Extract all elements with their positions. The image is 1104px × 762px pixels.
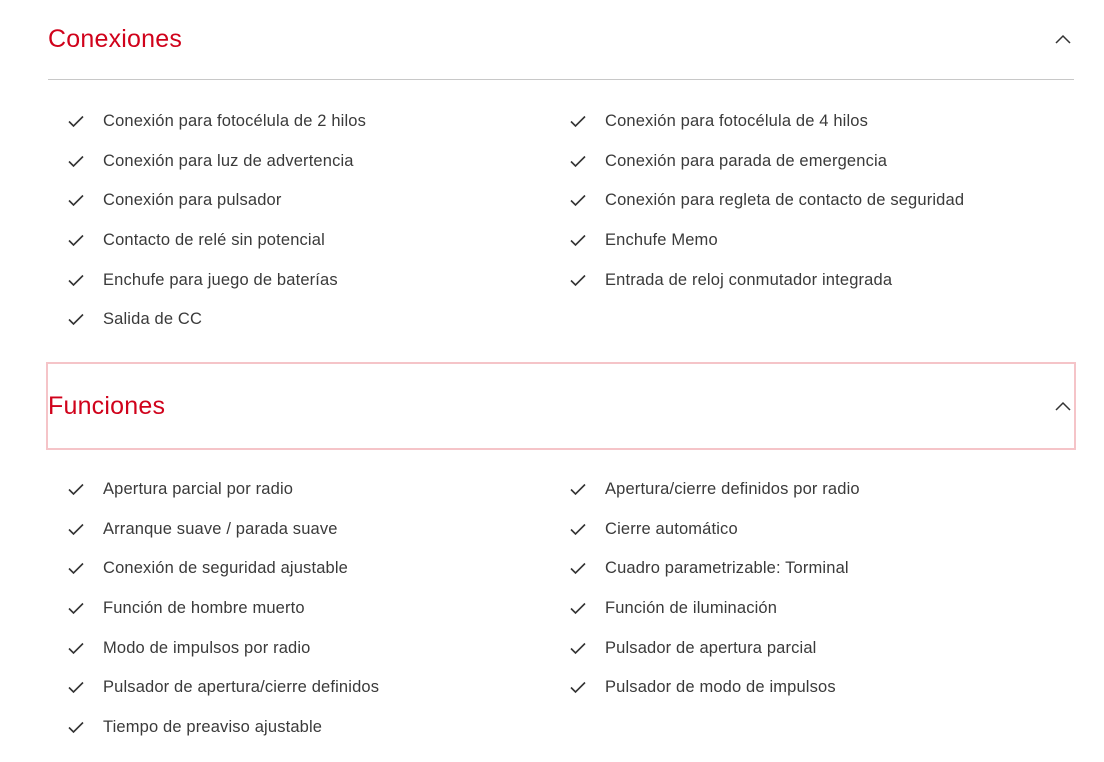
checkmark-icon: [66, 678, 86, 698]
checkmark-icon: [66, 151, 86, 171]
list-item-label: Pulsador de modo de impulsos: [605, 678, 836, 697]
list-item: [66, 181, 568, 221]
checkmark-icon: [568, 231, 588, 251]
list-item-label: Enchufe para juego de baterías: [103, 270, 338, 289]
list-item-label: Cierre automático: [605, 519, 738, 538]
checkmark-icon: [66, 231, 86, 251]
list-item: [568, 628, 1066, 668]
list-item: [66, 300, 568, 340]
list-item-label: Cuadro parametrizable: Torminal: [605, 559, 849, 578]
list-item: [568, 510, 1066, 550]
list-item-label: Conexión para fotocélula de 2 hilos: [103, 112, 367, 131]
section-title: Funciones: [48, 391, 166, 420]
list-item-label: Conexión para fotocélula de 4 hilos: [605, 112, 869, 131]
chevron-up-icon[interactable]: [1054, 397, 1072, 415]
list-item-label: Pulsador de apertura/cierre definidos: [103, 678, 380, 697]
list-item: [568, 142, 1066, 182]
checkmark-icon: [66, 717, 86, 737]
checkmark-icon: [66, 519, 86, 539]
checkmark-icon: [66, 310, 86, 330]
list-item: [66, 470, 568, 510]
list-item: [66, 589, 568, 629]
list-item: [66, 668, 568, 708]
list-item: [66, 142, 568, 182]
list-item: [568, 589, 1066, 629]
list-item-label: Conexión de seguridad ajustable: [103, 559, 348, 578]
list-item-label: Función de hombre muerto: [103, 599, 305, 618]
list-item: [568, 668, 1066, 708]
list-item-label: Contacto de relé sin potencial: [103, 231, 325, 250]
checkmark-icon: [66, 638, 86, 658]
list-item-label: Pulsador de apertura parcial: [605, 638, 817, 657]
list-item-label: Conexión para pulsador: [103, 191, 282, 210]
list-item-label: Apertura/cierre definidos por radio: [605, 480, 860, 499]
list-item-label: Conexión para regleta de contacto de seguridad: [605, 191, 965, 210]
list-item-label: Conexión para parada de emergencia: [605, 151, 888, 170]
list-item: [66, 708, 568, 748]
list-item-label: Arranque suave / parada suave: [103, 519, 338, 538]
checkmark-icon: [568, 480, 588, 500]
section-header-conexiones[interactable]: [48, 18, 1074, 60]
list-item: [568, 549, 1066, 589]
list-item: [568, 181, 1066, 221]
list-item-label: Apertura parcial por radio: [103, 480, 294, 499]
list-item-label: Tiempo de preaviso ajustable: [103, 717, 323, 736]
checkmark-icon: [568, 112, 588, 132]
list-item: [66, 221, 568, 261]
section-title: Conexiones: [48, 24, 183, 53]
checkmark-icon: [568, 638, 588, 658]
list-item-label: Enchufe Memo: [605, 231, 718, 250]
list-item: [568, 470, 1066, 510]
checkmark-icon: [568, 191, 588, 211]
chevron-up-icon[interactable]: [1054, 30, 1072, 48]
feature-list-funciones: [66, 470, 1066, 747]
checkmark-icon: [568, 599, 588, 619]
list-item: [66, 510, 568, 550]
list-item: [66, 260, 568, 300]
checkmark-icon: [66, 270, 86, 290]
list-item: [568, 221, 1066, 261]
checkmark-icon: [568, 151, 588, 171]
list-item: [66, 628, 568, 668]
section-header-funciones[interactable]: [46, 362, 1076, 450]
feature-list-conexiones: [66, 102, 1066, 340]
section-divider: [48, 79, 1074, 80]
checkmark-icon: [568, 519, 588, 539]
list-item: [66, 549, 568, 589]
checkmark-icon: [66, 559, 86, 579]
list-item: [66, 102, 568, 142]
checkmark-icon: [66, 191, 86, 211]
checkmark-icon: [66, 112, 86, 132]
list-item: [568, 260, 1066, 300]
list-item-label: Modo de impulsos por radio: [103, 638, 311, 657]
list-item-label: Salida de CC: [103, 310, 203, 329]
list-item-label: Función de iluminación: [605, 599, 778, 618]
checkmark-icon: [568, 559, 588, 579]
checkmark-icon: [66, 480, 86, 500]
checkmark-icon: [568, 678, 588, 698]
list-item-label: Conexión para luz de advertencia: [103, 151, 354, 170]
checkmark-icon: [66, 599, 86, 619]
list-item: [568, 102, 1066, 142]
checkmark-icon: [568, 270, 588, 290]
list-item-label: Entrada de reloj conmutador integrada: [605, 270, 893, 289]
